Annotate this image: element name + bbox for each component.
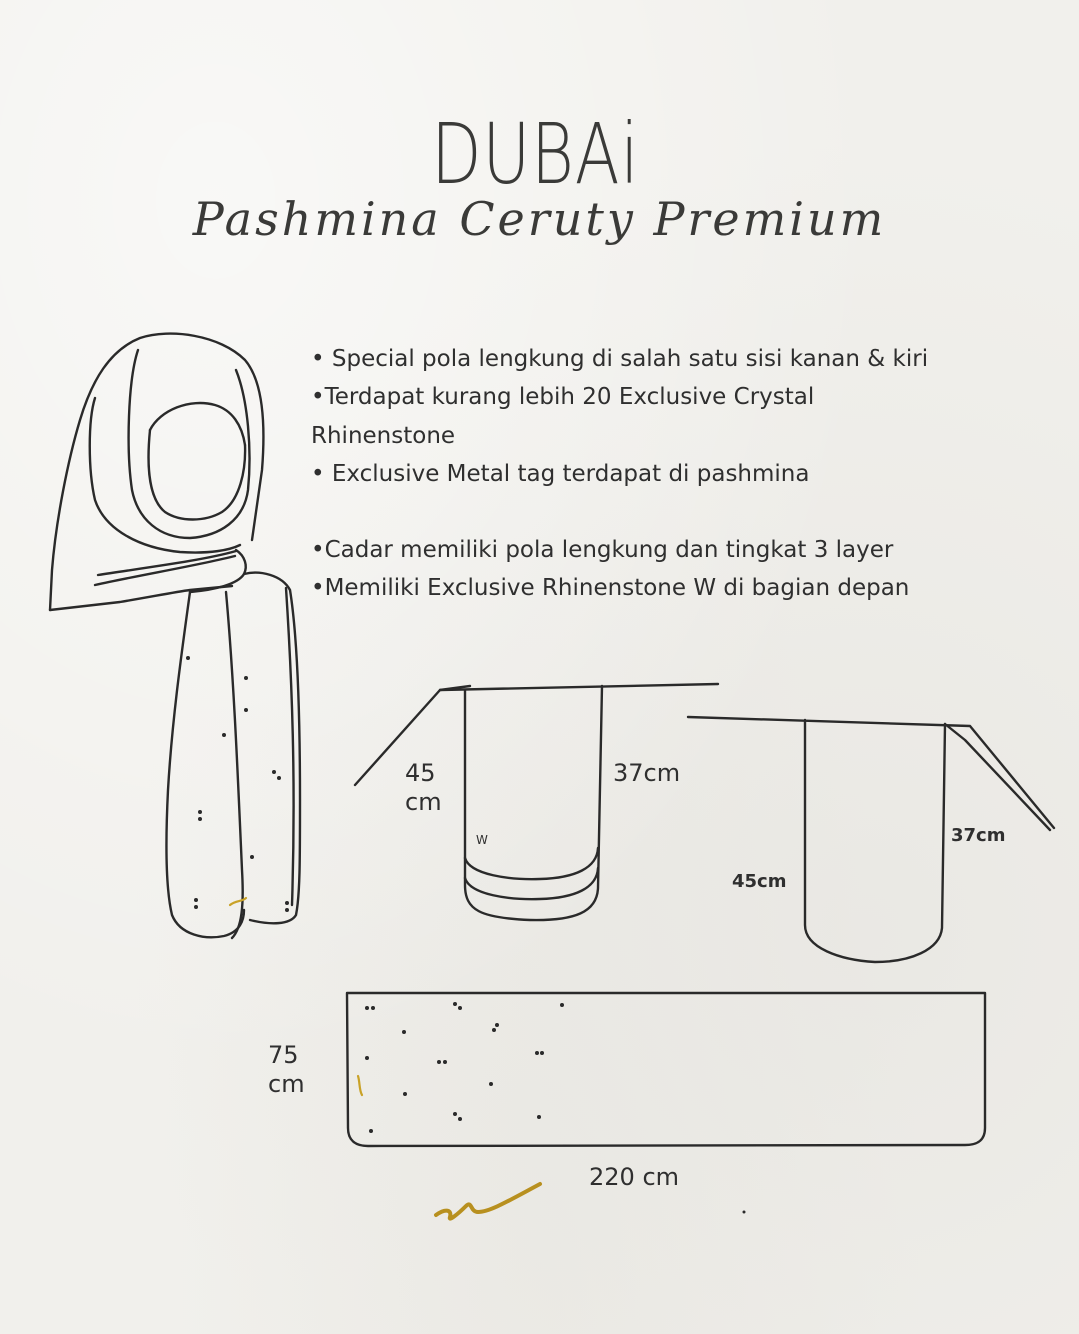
pashmina-height-label: 75 cm xyxy=(268,1041,305,1098)
feature-item-continued: Rhinenstone xyxy=(311,422,456,449)
product-subtitle: Pashmina Ceruty Premium xyxy=(192,192,887,246)
feature-item: •Cadar memiliki pola lengkung dan tingkat 3 layer xyxy=(311,537,894,564)
cadar-front-width-label: 37cm xyxy=(613,759,681,787)
pashmina-flat-diagram xyxy=(347,993,985,1146)
rhinestone-w-mark: W xyxy=(476,833,488,847)
hijab-illustration xyxy=(50,334,300,938)
feature-item: •Memiliki Exclusive Rhinenstone W di bagian depan xyxy=(311,575,910,602)
feature-item: •Terdapat kurang lebih 20 Exclusive Crystal xyxy=(311,384,815,411)
cadar-back-width-label: 37cm xyxy=(951,825,1006,846)
feature-item: • Special pola lengkung di salah satu sisi kanan & kiri xyxy=(311,346,929,372)
cadar-back-height-label: 45cm xyxy=(732,871,787,892)
cadar-front-height-label: 45 cm xyxy=(405,759,442,816)
pashmina-width-label: 220 cm xyxy=(589,1163,680,1191)
feature-item: • Exclusive Metal tag terdapat di pashmina xyxy=(311,460,810,487)
gold-signature-mark xyxy=(436,1184,540,1219)
brand-logo: DUBAi xyxy=(431,105,640,203)
